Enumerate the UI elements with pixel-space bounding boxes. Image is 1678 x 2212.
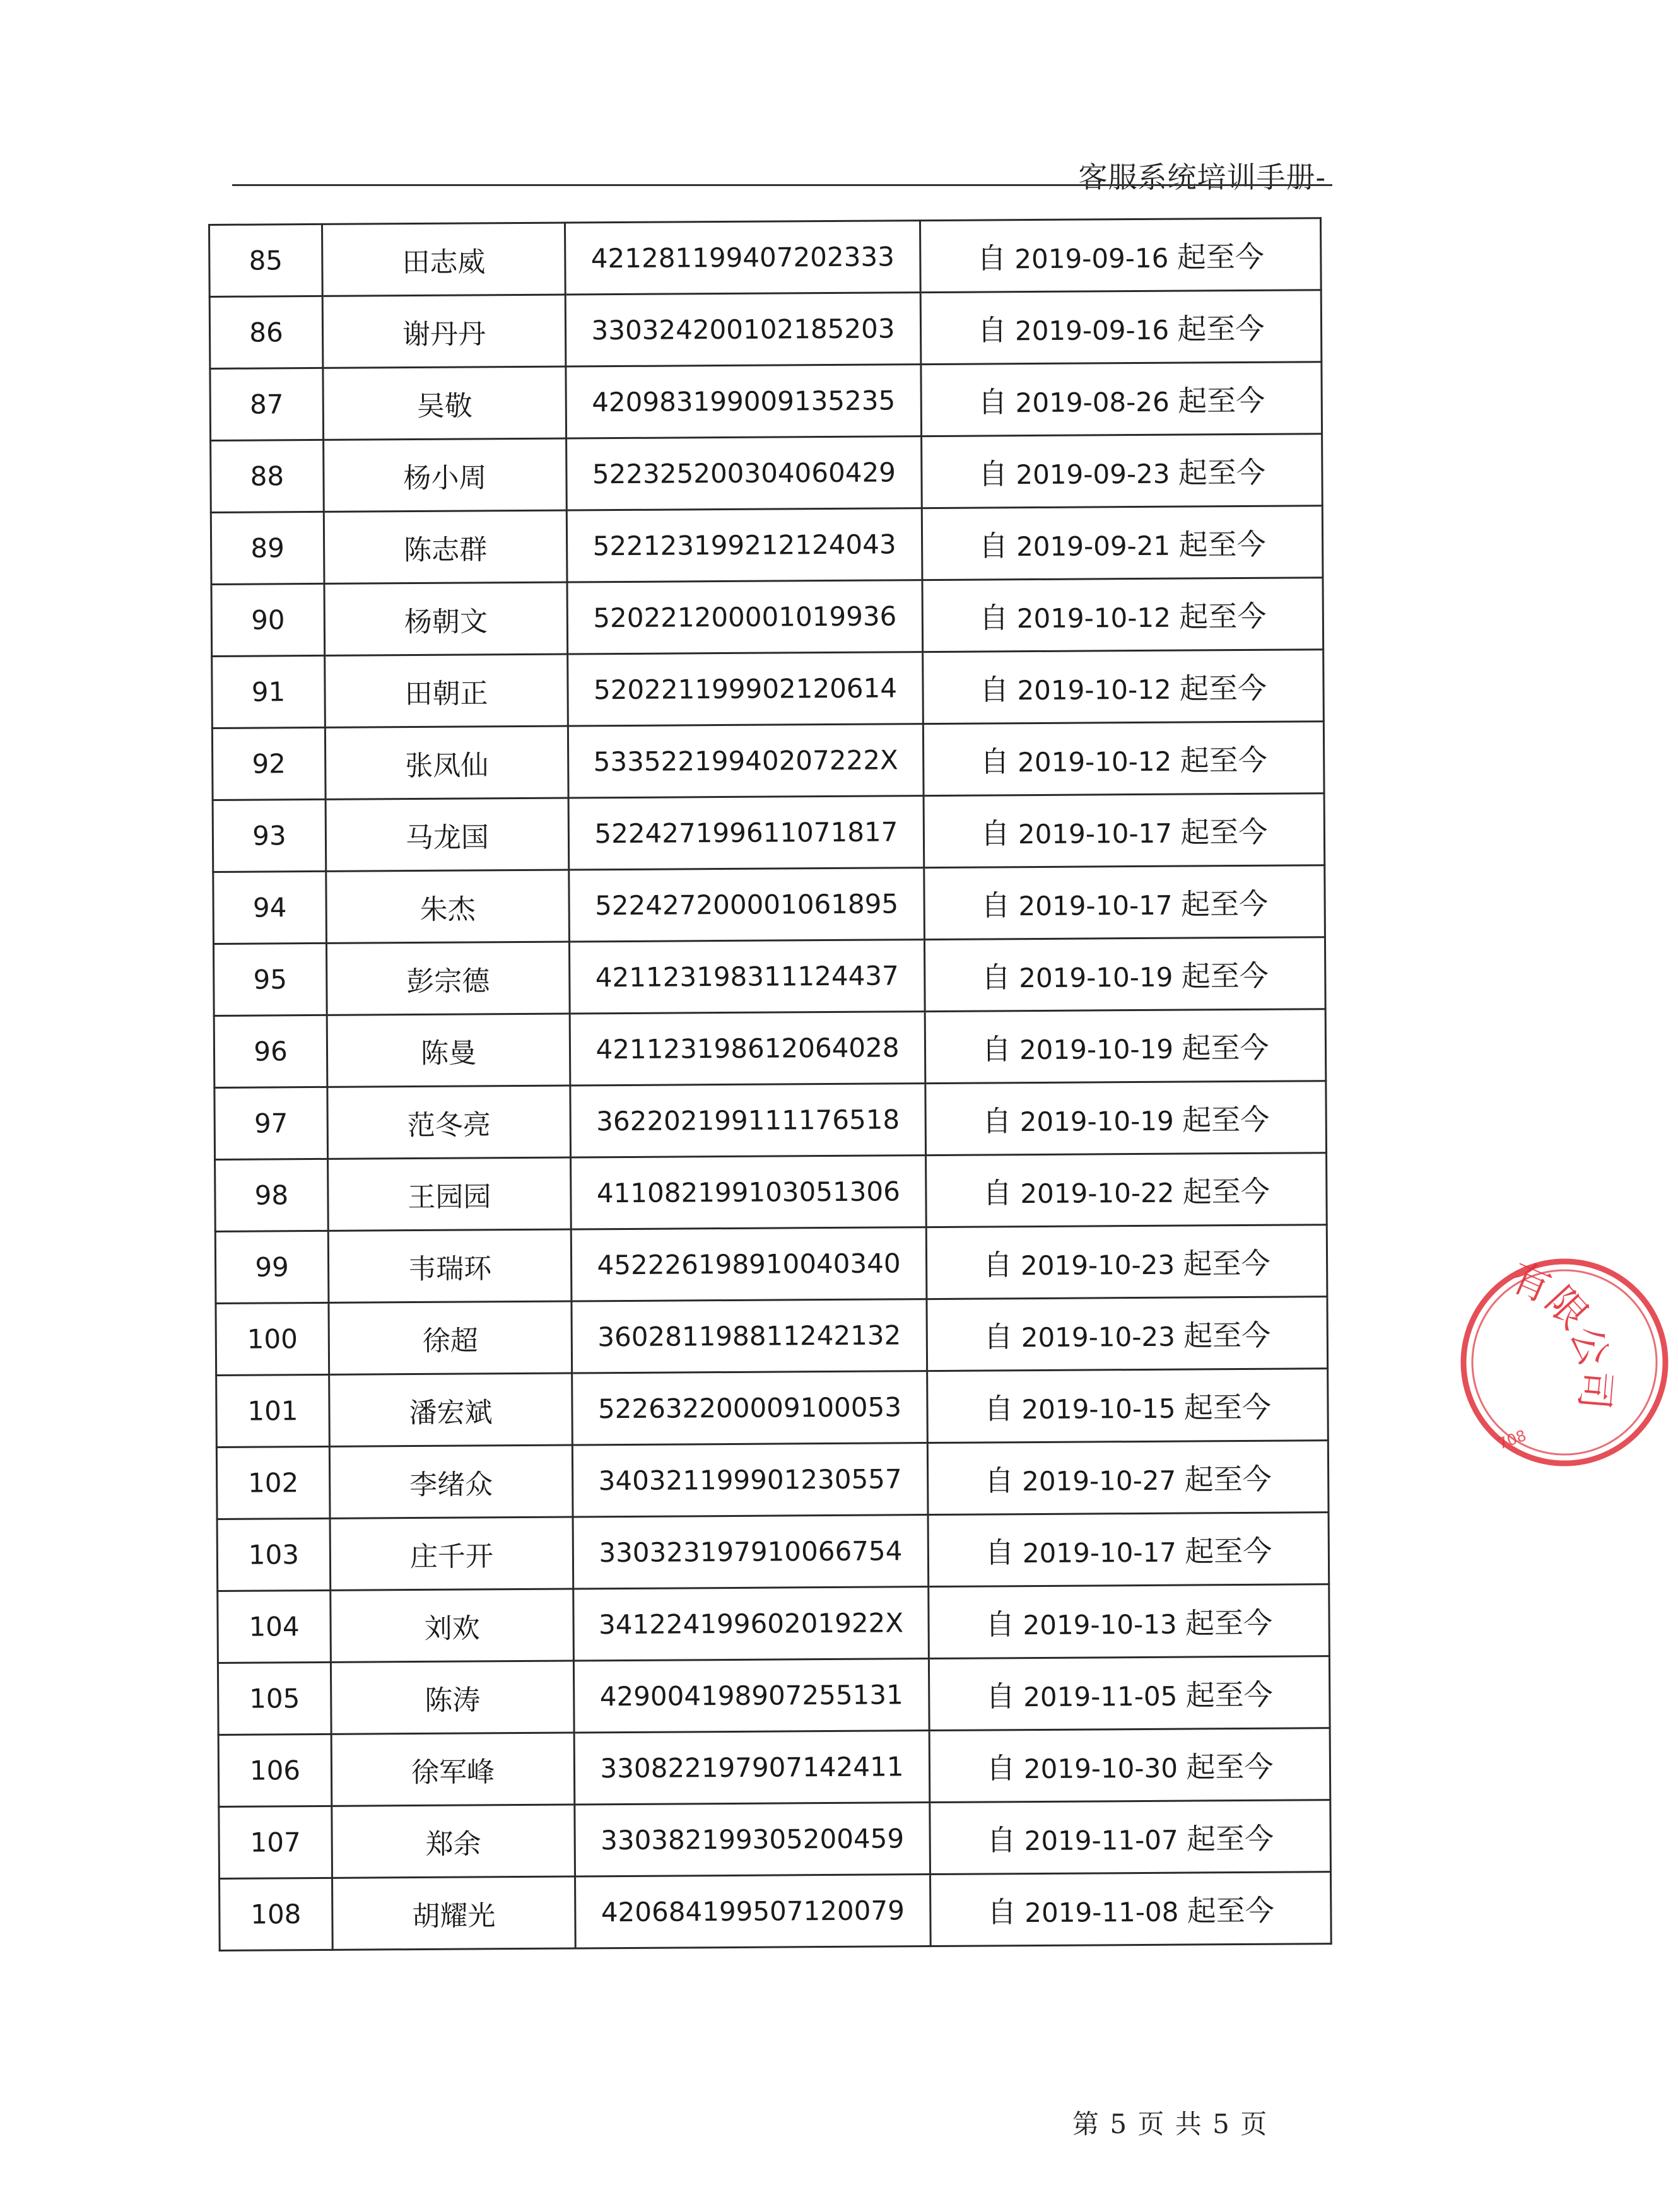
name-cell: 王园园 — [328, 1157, 572, 1231]
period-prefix: 自 — [984, 1463, 1014, 1498]
start-date: 2019-08-26 — [1015, 386, 1170, 418]
row-number-cell: 87 — [210, 368, 324, 440]
period-cell — [922, 578, 1323, 652]
table-row — [216, 1441, 1329, 1519]
row-number-cell: 101 — [216, 1374, 330, 1447]
name-cell: 杨小周 — [324, 438, 567, 512]
start-date: 2019-10-19 — [1019, 1033, 1174, 1065]
period-cell — [923, 650, 1324, 724]
period-cell — [927, 1297, 1328, 1371]
table-row — [218, 1584, 1330, 1663]
start-date: 2019-11-07 — [1024, 1824, 1178, 1856]
period-cell — [929, 1584, 1330, 1659]
name-cell: 李绪众 — [329, 1445, 573, 1518]
table-row — [211, 578, 1323, 657]
table-row — [212, 722, 1324, 800]
period-cell — [920, 290, 1322, 365]
period-suffix: 起至今 — [1177, 311, 1265, 346]
row-number-cell: 95 — [213, 943, 327, 1015]
table-row — [209, 290, 1322, 369]
id-number-cell: 452226198910040340 — [571, 1227, 927, 1301]
name-cell: 韦瑞环 — [328, 1229, 572, 1302]
id-number-cell: 520221199902120614 — [568, 652, 924, 726]
row-number-cell: 106 — [218, 1734, 332, 1806]
svg-text:有限公司: 有限公司 — [1503, 1253, 1620, 1412]
period-cell — [922, 506, 1323, 580]
period-suffix: 起至今 — [1180, 886, 1269, 922]
name-cell: 郑余 — [332, 1805, 575, 1878]
start-date: 2019-10-17 — [1018, 817, 1173, 850]
id-number-cell: 330822197907142411 — [574, 1731, 930, 1805]
start-date: 2019-09-16 — [1014, 242, 1169, 274]
period-cell — [921, 362, 1322, 436]
id-number-cell: 340321199901230557 — [572, 1443, 928, 1517]
period-suffix: 起至今 — [1182, 1030, 1269, 1065]
period-prefix: 自 — [985, 1678, 1016, 1714]
table-row — [212, 650, 1324, 729]
row-number-cell: 92 — [212, 727, 326, 800]
row-number-cell: 97 — [214, 1087, 328, 1159]
row-number-cell: 98 — [215, 1159, 329, 1231]
period-prefix: 自 — [983, 1319, 1013, 1354]
name-cell: 徐超 — [329, 1301, 572, 1374]
table-row — [218, 1656, 1330, 1735]
row-number-cell: 94 — [213, 871, 327, 944]
start-date: 2019-10-22 — [1020, 1177, 1175, 1209]
period-cell — [927, 1369, 1329, 1443]
name-cell: 徐军峰 — [331, 1733, 575, 1806]
name-cell: 范冬亮 — [327, 1086, 571, 1159]
name-cell: 杨朝文 — [324, 582, 568, 655]
period-suffix: 起至今 — [1185, 1677, 1273, 1712]
period-cell — [926, 1153, 1327, 1227]
period-prefix: 自 — [982, 1175, 1012, 1210]
table-row — [213, 793, 1325, 872]
start-date: 2019-10-30 — [1023, 1752, 1178, 1784]
period-suffix: 起至今 — [1180, 742, 1267, 778]
period-prefix: 自 — [982, 1031, 1011, 1067]
period-prefix: 自 — [977, 240, 1007, 276]
name-cell: 庄千开 — [330, 1517, 573, 1590]
id-number-cell: 522632200009100053 — [572, 1371, 928, 1445]
period-suffix: 起至今 — [1183, 1390, 1272, 1425]
id-number-cell: 421281199407202333 — [565, 221, 920, 295]
period-prefix: 自 — [981, 959, 1011, 995]
start-date: 2019-10-19 — [1019, 1105, 1174, 1137]
start-date: 2019-10-17 — [1018, 889, 1173, 922]
name-cell: 田朝正 — [325, 654, 568, 727]
row-number-cell: 102 — [216, 1446, 330, 1519]
table-row — [213, 865, 1325, 944]
start-date: 2019-10-17 — [1022, 1536, 1177, 1569]
start-date: 2019-09-21 — [1016, 530, 1171, 562]
period-prefix: 自 — [987, 1894, 1017, 1929]
id-number-cell: 522427199611071817 — [568, 796, 924, 870]
id-number-cell: 420983199009135235 — [566, 365, 922, 438]
name-cell: 刘欢 — [331, 1589, 574, 1662]
name-cell: 潘宏斌 — [329, 1373, 573, 1446]
table-row — [220, 1872, 1332, 1951]
row-number-cell: 89 — [211, 512, 324, 584]
row-number-cell: 90 — [211, 583, 325, 656]
roster-table-wrapper — [208, 217, 1332, 1952]
row-number-cell: 85 — [209, 224, 323, 296]
id-number-cell: 421123198612064028 — [570, 1012, 925, 1086]
id-number-cell: 330324200102185203 — [565, 293, 921, 366]
period-suffix: 起至今 — [1178, 455, 1266, 490]
period-prefix: 自 — [985, 1535, 1014, 1570]
table-row — [210, 362, 1322, 441]
table-row — [216, 1369, 1329, 1448]
start-date: 2019-09-23 — [1016, 458, 1170, 490]
start-date: 2019-10-12 — [1016, 602, 1171, 634]
id-number-cell: 411082199103051306 — [571, 1156, 927, 1229]
roster-table — [208, 217, 1332, 1952]
period-suffix: 起至今 — [1176, 239, 1264, 274]
table-row — [214, 1081, 1327, 1160]
period-suffix: 起至今 — [1182, 1174, 1270, 1209]
start-date: 2019-10-15 — [1021, 1393, 1176, 1425]
period-cell — [926, 1225, 1327, 1299]
name-cell: 吴敬 — [323, 366, 566, 440]
period-suffix: 起至今 — [1179, 670, 1267, 706]
row-number-cell: 93 — [213, 799, 326, 872]
start-date: 2019-10-19 — [1019, 961, 1173, 993]
period-suffix: 起至今 — [1186, 1821, 1274, 1856]
period-cell — [925, 1009, 1326, 1084]
id-number-cell: 34122419960201922X — [573, 1587, 929, 1661]
period-suffix: 起至今 — [1184, 1461, 1272, 1497]
period-cell — [923, 722, 1324, 796]
period-suffix: 起至今 — [1181, 958, 1269, 993]
period-suffix: 起至今 — [1180, 814, 1268, 850]
start-date: 2019-10-27 — [1022, 1465, 1176, 1497]
header-rule — [232, 184, 1332, 186]
period-suffix: 起至今 — [1179, 599, 1267, 634]
name-cell: 田志威 — [322, 223, 566, 296]
period-cell — [920, 218, 1321, 293]
page-footer: 第 5 页 共 5 页 — [1072, 2109, 1269, 2139]
row-number-cell: 88 — [211, 440, 324, 512]
name-cell: 陈涛 — [331, 1661, 574, 1734]
id-number-cell: 330382199305200459 — [575, 1803, 930, 1876]
name-cell: 陈曼 — [327, 1014, 570, 1087]
table-row — [214, 1009, 1326, 1088]
document-header-title: 客服系统培训手册- — [1078, 160, 1326, 194]
id-number-cell: 520221200001019936 — [567, 580, 923, 654]
table-row — [217, 1513, 1329, 1591]
period-prefix: 自 — [977, 312, 1007, 348]
period-cell — [929, 1656, 1330, 1731]
period-prefix: 自 — [979, 600, 1009, 635]
table-row — [216, 1297, 1328, 1376]
period-cell — [924, 865, 1325, 940]
period-prefix: 自 — [978, 384, 1007, 419]
start-date: 2019-10-23 — [1020, 1249, 1175, 1281]
row-number-cell: 100 — [216, 1302, 329, 1375]
table-row — [215, 1225, 1327, 1304]
period-prefix: 自 — [981, 887, 1011, 923]
period-prefix: 自 — [980, 816, 1010, 851]
period-cell — [925, 1081, 1327, 1156]
period-suffix: 起至今 — [1177, 383, 1265, 418]
row-number-cell: 86 — [209, 296, 323, 368]
period-cell — [927, 1441, 1329, 1515]
name-cell: 谢丹丹 — [322, 295, 566, 368]
id-number-cell: 522123199212124043 — [566, 508, 922, 582]
table-row — [209, 218, 1322, 297]
name-cell: 胡耀光 — [332, 1876, 576, 1950]
period-suffix: 起至今 — [1178, 527, 1266, 562]
period-cell — [930, 1872, 1332, 1946]
period-cell — [928, 1513, 1329, 1587]
id-number-cell: 362202199111176518 — [570, 1084, 926, 1157]
row-number-cell: 103 — [217, 1518, 331, 1591]
table-row — [218, 1728, 1330, 1807]
row-number-cell: 105 — [218, 1662, 331, 1735]
period-prefix: 自 — [987, 1822, 1016, 1858]
period-cell — [924, 793, 1325, 868]
period-prefix: 自 — [978, 456, 1008, 491]
period-cell — [922, 434, 1323, 508]
start-date: 2019-09-16 — [1014, 314, 1170, 346]
table-row — [213, 937, 1325, 1016]
row-number-cell: 99 — [215, 1231, 329, 1303]
name-cell: 朱杰 — [326, 870, 570, 943]
start-date: 2019-11-08 — [1024, 1896, 1179, 1928]
period-prefix: 自 — [979, 672, 1009, 707]
period-prefix: 自 — [980, 744, 1009, 779]
period-suffix: 起至今 — [1187, 1893, 1274, 1928]
period-prefix: 自 — [983, 1247, 1012, 1282]
table-row — [211, 434, 1323, 513]
period-suffix: 起至今 — [1185, 1533, 1272, 1569]
start-date: 2019-11-05 — [1023, 1680, 1178, 1712]
table-row — [211, 506, 1323, 585]
period-prefix: 自 — [978, 528, 1008, 563]
table-row — [219, 1800, 1331, 1879]
start-date: 2019-10-12 — [1017, 674, 1171, 706]
company-seal-stamp — [1451, 1249, 1678, 1476]
period-prefix: 自 — [985, 1606, 1015, 1642]
period-prefix: 自 — [986, 1750, 1016, 1786]
period-suffix: 起至今 — [1182, 1102, 1270, 1137]
row-number-cell: 104 — [218, 1590, 331, 1663]
name-cell: 彭宗德 — [326, 942, 570, 1015]
period-suffix: 起至今 — [1183, 1318, 1271, 1353]
period-cell — [929, 1728, 1330, 1803]
period-cell — [930, 1800, 1331, 1875]
table-row — [215, 1153, 1327, 1232]
start-date: 2019-10-12 — [1018, 746, 1172, 778]
period-suffix: 起至今 — [1185, 1605, 1273, 1641]
row-number-cell: 91 — [212, 655, 326, 728]
id-number-cell: 420684199507120079 — [575, 1875, 931, 1948]
roster-table-body — [209, 218, 1332, 1951]
id-number-cell: 522427200001061895 — [569, 868, 925, 942]
row-number-cell: 96 — [214, 1015, 327, 1087]
period-suffix: 起至今 — [1186, 1749, 1274, 1784]
id-number-cell: 421123198311124437 — [569, 940, 925, 1014]
svg-text:708: 708 — [1495, 1426, 1529, 1453]
start-date: 2019-10-23 — [1021, 1321, 1175, 1353]
period-prefix: 自 — [983, 1391, 1014, 1426]
period-cell — [924, 937, 1325, 1012]
name-cell: 张凤仙 — [325, 726, 568, 799]
id-number-cell: 53352219940207222X — [568, 724, 924, 798]
id-number-cell: 360281198811242132 — [572, 1299, 927, 1373]
id-number-cell: 330323197910066754 — [573, 1515, 929, 1589]
name-cell: 陈志群 — [324, 510, 567, 583]
start-date: 2019-10-13 — [1023, 1608, 1177, 1641]
row-number-cell: 108 — [220, 1878, 333, 1950]
id-number-cell: 522325200304060429 — [566, 436, 922, 510]
period-prefix: 自 — [982, 1103, 1012, 1138]
id-number-cell: 429004198907255131 — [573, 1659, 929, 1733]
row-number-cell: 107 — [219, 1806, 332, 1878]
period-suffix: 起至今 — [1183, 1246, 1270, 1281]
name-cell: 马龙国 — [326, 798, 569, 871]
